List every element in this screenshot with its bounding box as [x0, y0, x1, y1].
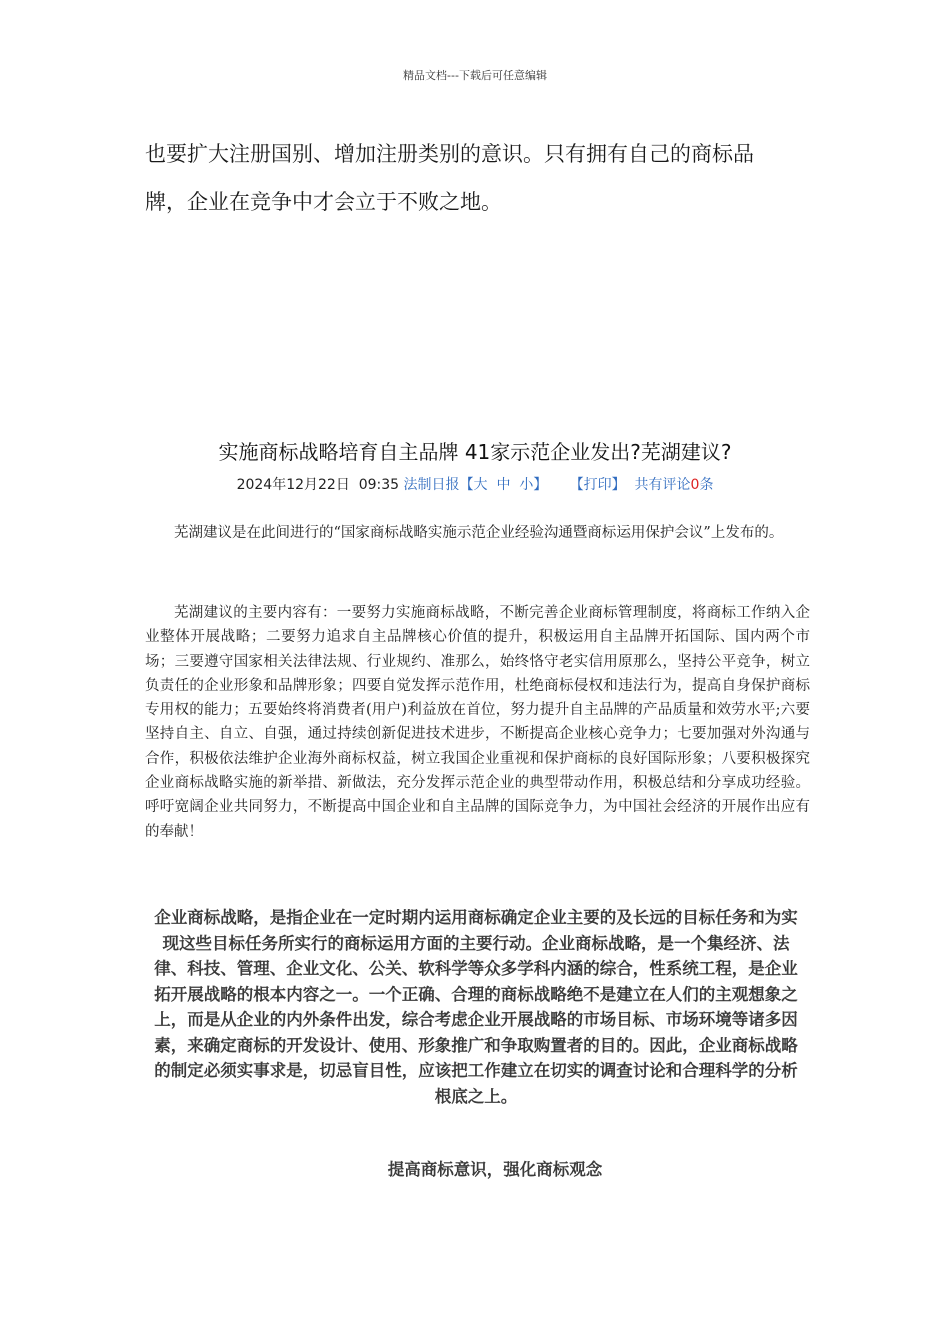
page-header: 精品文档---下载后可任意编辑 [403, 69, 547, 82]
font-size-open: 【 [459, 477, 474, 493]
comments-suffix: 条 [699, 477, 714, 493]
print-open: 【 [569, 477, 584, 493]
print-link[interactable]: 打印 [583, 477, 612, 493]
section-subheading: 提高商标意识，强化商标观念 [387, 1160, 603, 1179]
continuation-line-2: 牌，企业在竞争中才会立于不败之地。 [145, 190, 502, 214]
continuation-line-1: 也要扩大注册国别、增加注册类别的意识。只有拥有自己的商标品 [145, 142, 754, 166]
font-size-medium-link[interactable]: 中 [496, 477, 511, 493]
comments-link[interactable]: 共有评论 [634, 477, 691, 493]
article-datetime: 2024年12月22日 09:35 [236, 477, 404, 493]
font-size-close: 】 [533, 477, 548, 493]
font-size-large-link[interactable]: 大 [473, 477, 488, 493]
comments-count: 0 [690, 477, 700, 493]
article-paragraph-1: 芜湖建议是在此间进行的“国家商标战略实施示范企业经验沟通暨商标运用保护会议”上发布的。 [174, 525, 784, 541]
font-size-small-link[interactable]: 小 [519, 477, 534, 493]
article-meta [0, 474, 950, 494]
article-title: 实施商标战略培育自主品牌 41家示范企业发出?芜湖建议? [218, 440, 732, 464]
print-close: 】 [611, 477, 626, 493]
strategy-paragraph: 企业商标战略，是指企业在一定时期内运用商标确定企业主要的及长远的目标任务和为实现这些目标任务所实行的商标运用方面的主要行动。企业商标战略，是一个集经济、法律、科技、管理、企业文化、公关、软科学等众多学科内涵的综合，性系统工程，是企业拓开展战略的根本内容之一。一个正确、合理的商标战略绝不是建立在人们的主观想象之上，而是从企业的内外条件出发，综合考虑企业开展战略的市场目标、市场环境等诸多因素，来确定商标的开发设计、使用、形象推广和争取购置者的目的。因此，企业商标战略的制定必须实事求是，切忌盲目性，应该把工作建立在切实的调查讨论和合理科学的分析根底之上。 [154, 908, 798, 1106]
source-link[interactable]: 法制日报 [403, 477, 460, 493]
article-paragraph-2: 芜湖建议的主要内容有：一要努力实施商标战略，不断完善企业商标管理制度，将商标工作纳入企业整体开展战略；二要努力追求自主品牌核心价值的提升，积极运用自主品牌开拓国际、国内两个市场；三要遵守国家相关法律法规、行业规约、准那么，始终恪守老实信用原那么，坚持公平竞争，树立负责任的企业形象和品牌形象；四要自觉发挥示范作用，杜绝商标侵权和违法行为，提高自身保护商标专用权的能力；五要始终将消费者(用户)利益放在首位，努力提升自主品牌的产品质量和效劳水平;六要坚持自主、自立、自强，通过持续创新促进技术进步，不断提高企业核心竞争力；七要加强对外沟通与合作，积极依法维护企业海外商标权益，树立我国企业重视和保护商标的良好国际形象；八要积极探究企业商标战略实施的新举措、新做法，充分发挥示范企业的典型带动作用，积极总结和分享成功经验。呼吁宽阔企业共同努力，不断提高中国企业和自主品牌的国际竞争力，为中国社会经济的开展作出应有的奉献！ [145, 605, 810, 840]
